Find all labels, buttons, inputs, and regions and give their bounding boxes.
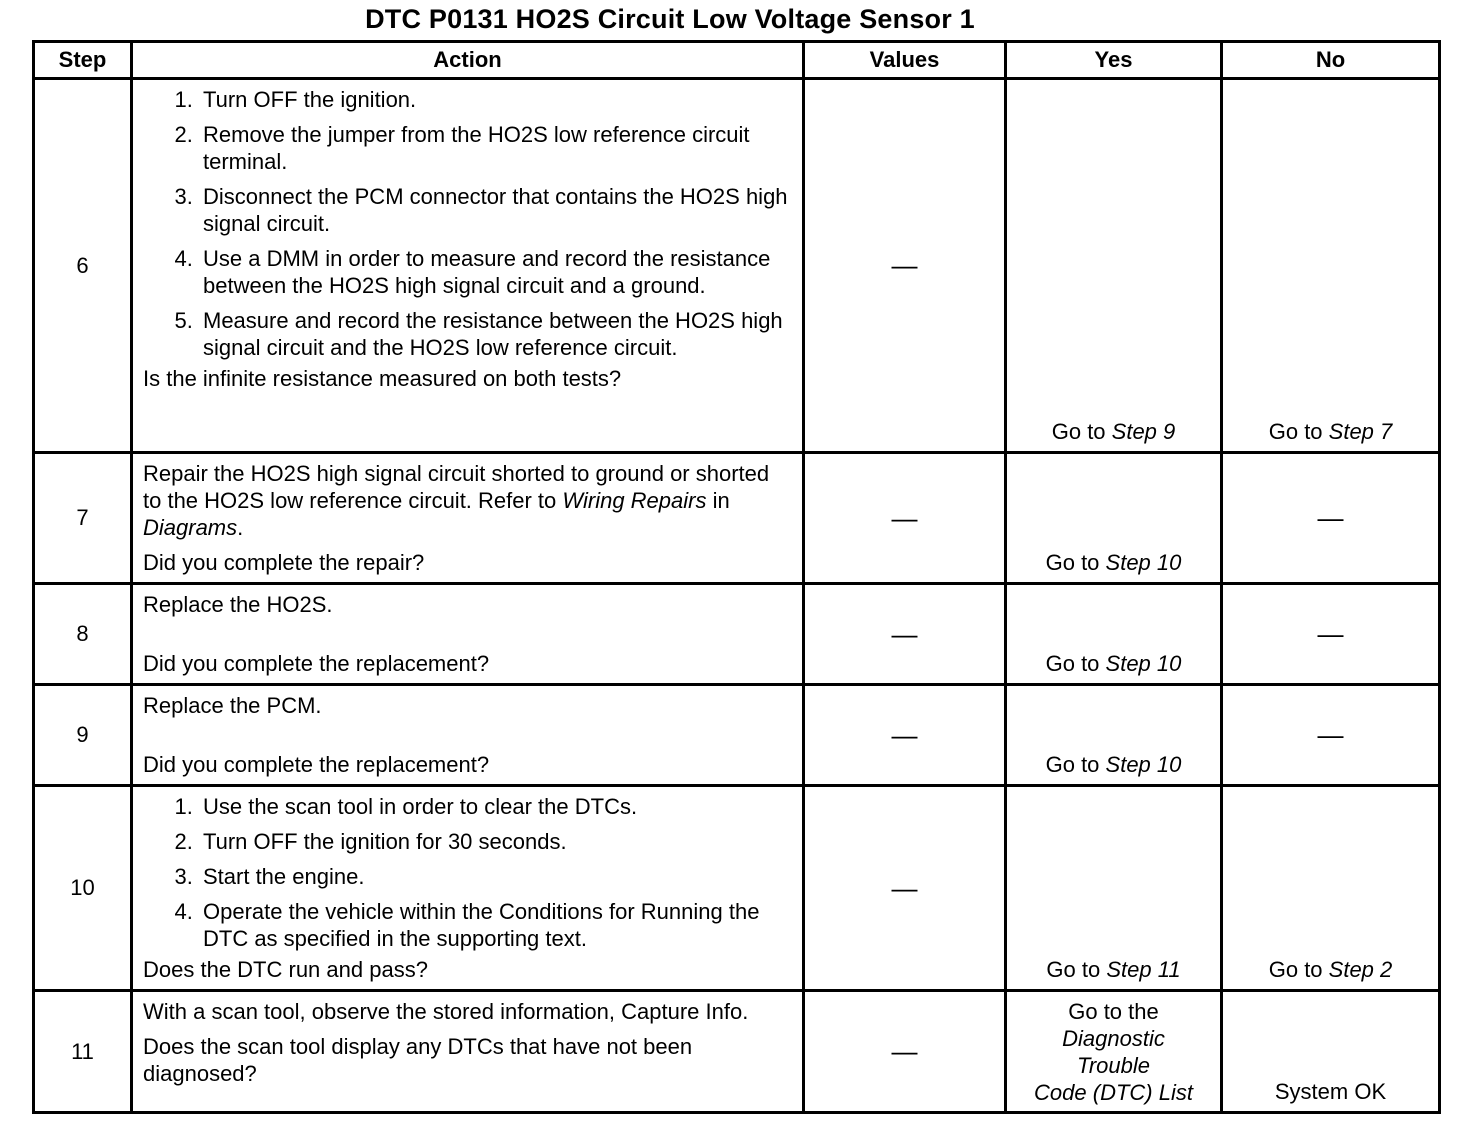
table-row-step-6 bbox=[34, 79, 1440, 453]
yes-goto: Go to Step 11 bbox=[1046, 957, 1181, 982]
table-row-step-9 bbox=[34, 685, 1440, 786]
no-cell bbox=[1222, 991, 1440, 1113]
header-values: Values bbox=[804, 42, 1006, 79]
action-item: 4. Use a DMM in order to measure and record the resistance between the HO2S high signal circuit and a ground. bbox=[199, 245, 792, 299]
yes-goto: Go to the Diagnostic Trouble Code (DTC) List bbox=[1034, 999, 1193, 1105]
yes-cell bbox=[1006, 685, 1222, 786]
yes-goto: Go to Step 9 bbox=[1051, 419, 1176, 444]
wiring-repairs-link[interactable]: Wiring Repairs bbox=[562, 488, 707, 513]
action-item: 2. Remove the jumper from the HO2S low reference circuit terminal. bbox=[199, 121, 792, 175]
action-item: 1. Turn OFF the ignition. bbox=[199, 86, 792, 113]
step-link[interactable]: Step 10 bbox=[1105, 651, 1182, 676]
yes-cell bbox=[1006, 991, 1222, 1113]
action-list bbox=[143, 86, 792, 361]
step-number: 9 bbox=[34, 685, 132, 786]
values-cell: — bbox=[804, 584, 1006, 685]
yes-goto: Go to Step 10 bbox=[1045, 752, 1182, 777]
step-link[interactable]: Step 10 bbox=[1105, 550, 1182, 575]
yes-cell bbox=[1006, 584, 1222, 685]
action-item: 5. Measure and record the resistance between the HO2S high signal circuit and the HO2S low reference circuit. bbox=[199, 307, 792, 361]
action-question: Did you complete the repair? bbox=[143, 550, 425, 575]
step-link[interactable]: Step 7 bbox=[1328, 419, 1393, 444]
action-cell bbox=[132, 584, 804, 685]
no-value: — bbox=[1317, 618, 1344, 649]
action-item: 3. Disconnect the PCM connector that contains the HO2S high signal circuit. bbox=[199, 183, 792, 237]
action-item: 2. Turn OFF the ignition for 30 seconds. bbox=[199, 828, 792, 855]
values-cell: — bbox=[804, 786, 1006, 991]
action-question: Did you complete the replacement? bbox=[143, 752, 490, 777]
no-value: — bbox=[1317, 502, 1344, 533]
header-action: Action bbox=[132, 42, 804, 79]
values-cell: — bbox=[804, 79, 1006, 453]
header-step: Step bbox=[34, 42, 132, 79]
values-cell: — bbox=[804, 453, 1006, 584]
dtc-list-link[interactable]: Diagnostic bbox=[1062, 1026, 1165, 1051]
action-cell bbox=[132, 991, 804, 1113]
step-link[interactable]: Step 10 bbox=[1105, 752, 1182, 777]
action-item: 1. Use the scan tool in order to clear the DTCs. bbox=[199, 793, 792, 820]
step-link[interactable]: Step 2 bbox=[1328, 957, 1393, 982]
step-number: 7 bbox=[34, 453, 132, 584]
table-row-step-8 bbox=[34, 584, 1440, 685]
page-title: DTC P0131 HO2S Circuit Low Voltage Sensor 1 bbox=[365, 4, 975, 34]
action-text: Replace the PCM. bbox=[143, 693, 322, 718]
action-cell bbox=[132, 79, 804, 453]
action-text: With a scan tool, observe the stored information, Capture Info. bbox=[143, 999, 749, 1024]
no-value: — bbox=[1317, 719, 1344, 750]
step-link[interactable]: Step 11 bbox=[1106, 957, 1181, 982]
no-cell bbox=[1222, 685, 1440, 786]
action-question: Did you complete the replacement? bbox=[143, 651, 490, 676]
action-item: 3. Start the engine. bbox=[199, 863, 792, 890]
table-header-row bbox=[34, 42, 1440, 79]
yes-goto: Go to Step 10 bbox=[1045, 651, 1182, 676]
action-question: Does the DTC run and pass? bbox=[143, 957, 428, 982]
header-no: No bbox=[1222, 42, 1440, 79]
action-cell bbox=[132, 685, 804, 786]
action-item: 4. Operate the vehicle within the Conditions for Running the DTC as specified in the supporting text. bbox=[199, 898, 792, 952]
action-text: Replace the HO2S. bbox=[143, 592, 333, 617]
no-value: System OK bbox=[1274, 1079, 1387, 1104]
no-cell bbox=[1222, 786, 1440, 991]
table-row-step-11 bbox=[34, 991, 1440, 1113]
step-number: 11 bbox=[34, 991, 132, 1113]
yes-goto: Go to Step 10 bbox=[1045, 550, 1182, 575]
no-cell bbox=[1222, 584, 1440, 685]
yes-cell bbox=[1006, 786, 1222, 991]
step-number: 6 bbox=[34, 79, 132, 453]
yes-cell bbox=[1006, 79, 1222, 453]
no-cell bbox=[1222, 453, 1440, 584]
step-number: 8 bbox=[34, 584, 132, 685]
action-question: Is the infinite resistance measured on both tests? bbox=[143, 366, 622, 391]
step-number: 10 bbox=[34, 786, 132, 991]
values-cell: — bbox=[804, 991, 1006, 1113]
values-cell: — bbox=[804, 685, 1006, 786]
dtc-list-link[interactable]: Trouble bbox=[1077, 1053, 1150, 1078]
no-goto: Go to Step 2 bbox=[1268, 957, 1393, 982]
no-goto: Go to Step 7 bbox=[1268, 419, 1393, 444]
diagnostic-table bbox=[32, 40, 1441, 1114]
action-list bbox=[143, 793, 792, 952]
yes-cell bbox=[1006, 453, 1222, 584]
action-text: Repair the HO2S high signal circuit shorted to ground or shorted to the HO2S low reference circuit. Refer to Wiring Repairs in Diagrams. bbox=[143, 461, 770, 540]
table-row-step-7 bbox=[34, 453, 1440, 584]
step-link[interactable]: Step 9 bbox=[1111, 419, 1176, 444]
action-question: Does the scan tool display any DTCs that have not been diagnosed? bbox=[143, 1034, 693, 1086]
diagrams-link[interactable]: Diagrams bbox=[143, 515, 238, 540]
action-cell bbox=[132, 453, 804, 584]
table-row-step-10 bbox=[34, 786, 1440, 991]
action-cell bbox=[132, 786, 804, 991]
no-cell bbox=[1222, 79, 1440, 453]
dtc-list-link[interactable]: Code (DTC) List bbox=[1034, 1080, 1193, 1105]
header-yes: Yes bbox=[1006, 42, 1222, 79]
